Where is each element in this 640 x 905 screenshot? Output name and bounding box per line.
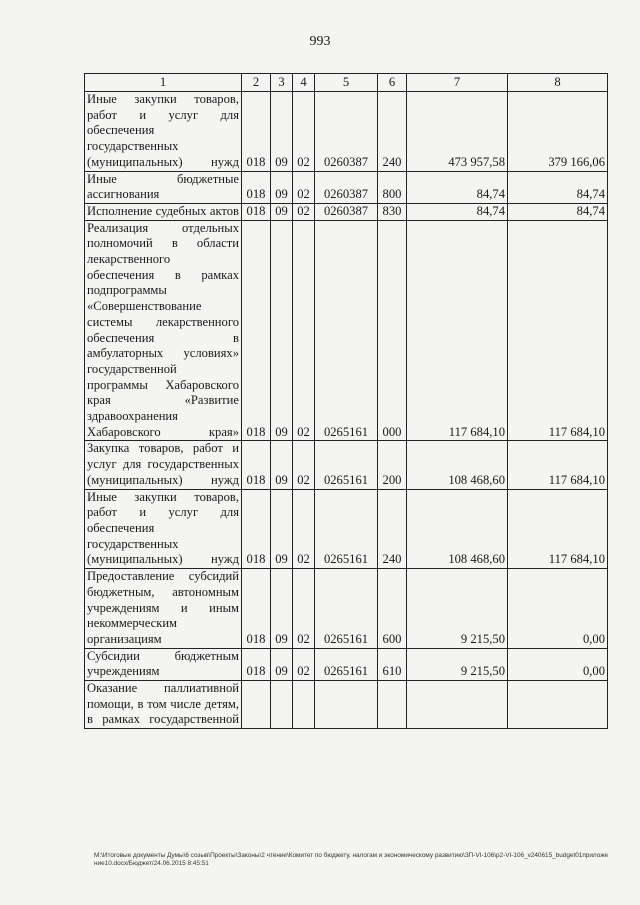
- cell-target: 0260387: [315, 171, 378, 203]
- column-header: 4: [293, 74, 315, 92]
- table-header-row: [85, 74, 608, 92]
- cell-type: 610: [378, 648, 407, 680]
- cell-section: 09: [271, 648, 293, 680]
- cell-type: 830: [378, 203, 407, 220]
- cell-amount-2: 0,00: [508, 569, 608, 649]
- cell-subsection: 02: [293, 220, 315, 441]
- cell-subsection: 02: [293, 171, 315, 203]
- cell-code: 018: [242, 441, 271, 489]
- cell-code: 018: [242, 203, 271, 220]
- cell-type: 240: [378, 92, 407, 172]
- cell-amount-1: 108 468,60: [407, 441, 508, 489]
- cell-amount-2: 117 684,10: [508, 441, 608, 489]
- column-header: 5: [315, 74, 378, 92]
- cell-target: 0265161: [315, 489, 378, 569]
- cell-code: 018: [242, 92, 271, 172]
- cell-amount-1: 84,74: [407, 203, 508, 220]
- table-row: [85, 92, 608, 172]
- cell-target: 0265161: [315, 220, 378, 441]
- cell-amount-2: 117 684,10: [508, 220, 608, 441]
- cell-subsection: 02: [293, 441, 315, 489]
- cell-section: 09: [271, 171, 293, 203]
- cell-amount-2: 0,00: [508, 648, 608, 680]
- cell-amount-2: 84,74: [508, 203, 608, 220]
- cell-section: 09: [271, 203, 293, 220]
- cell-type: 600: [378, 569, 407, 649]
- cell-section: [271, 681, 293, 729]
- cell-type: 240: [378, 489, 407, 569]
- cell-code: 018: [242, 648, 271, 680]
- table-row: [85, 648, 608, 680]
- column-header: 2: [242, 74, 271, 92]
- table-row: [85, 203, 608, 220]
- cell-amount-1: 473 957,58: [407, 92, 508, 172]
- table-row: [85, 681, 608, 729]
- row-name: Оказание паллиативной помощи, в том числе детям, в рамках государственной: [85, 681, 242, 729]
- cell-section: 09: [271, 92, 293, 172]
- column-header: 7: [407, 74, 508, 92]
- cell-amount-1: 108 468,60: [407, 489, 508, 569]
- table-row: [85, 489, 608, 569]
- cell-subsection: 02: [293, 648, 315, 680]
- table-row: [85, 171, 608, 203]
- cell-amount-1: [407, 681, 508, 729]
- cell-type: [378, 681, 407, 729]
- cell-amount-2: 117 684,10: [508, 489, 608, 569]
- table-row: [85, 220, 608, 441]
- cell-amount-1: 84,74: [407, 171, 508, 203]
- cell-code: 018: [242, 489, 271, 569]
- cell-code: 018: [242, 171, 271, 203]
- cell-target: [315, 681, 378, 729]
- cell-type: 200: [378, 441, 407, 489]
- row-name: Исполнение судебных актов: [85, 203, 242, 220]
- cell-code: [242, 681, 271, 729]
- cell-type: 000: [378, 220, 407, 441]
- row-name: Иные закупки товаров, работ и услуг для обеспечения государственных (муниципальных) нужд: [85, 489, 242, 569]
- cell-subsection: [293, 681, 315, 729]
- cell-amount-2: [508, 681, 608, 729]
- cell-subsection: 02: [293, 569, 315, 649]
- cell-amount-2: 84,74: [508, 171, 608, 203]
- cell-section: 09: [271, 441, 293, 489]
- column-header: 3: [271, 74, 293, 92]
- budget-table: [84, 73, 608, 729]
- row-name: Иные бюджетные ассигнования: [85, 171, 242, 203]
- cell-amount-2: 379 166,06: [508, 92, 608, 172]
- document-path-footer: M:\Итоговые документы Думы\6 созыв\Проекты\Законы\2 чтение\Комитет по бюджету, налогам и экономическому развитию\ЗП-VI-106\р2-VI-106_v240615_budget01приложение10.docx/Бюджет/24.06.2015 8:45:51: [94, 852, 609, 867]
- cell-subsection: 02: [293, 489, 315, 569]
- cell-section: 09: [271, 569, 293, 649]
- page-number: 993: [309, 34, 331, 49]
- row-name: Закупка товаров, работ и услуг для государственных (муниципальных) нужд: [85, 441, 242, 489]
- table-row: [85, 569, 608, 649]
- row-name: Субсидии бюджетным учреждениям: [85, 648, 242, 680]
- column-header: 6: [378, 74, 407, 92]
- cell-subsection: 02: [293, 92, 315, 172]
- table-row: [85, 441, 608, 489]
- cell-code: 018: [242, 569, 271, 649]
- row-name: Реализация отдельных полномочий в области лекарственного обеспечения в рамках подпрограммы «Совершенствование системы лекарственного обеспечения в амбулаторных условиях» государственной программы Хабаровского края «Развитие здравоохранения Хабаровского края»: [85, 220, 242, 441]
- cell-target: 0265161: [315, 441, 378, 489]
- cell-amount-1: 9 215,50: [407, 648, 508, 680]
- cell-target: 0260387: [315, 203, 378, 220]
- column-header: 8: [508, 74, 608, 92]
- cell-amount-1: 9 215,50: [407, 569, 508, 649]
- column-header: 1: [85, 74, 242, 92]
- cell-section: 09: [271, 220, 293, 441]
- cell-target: 0260387: [315, 92, 378, 172]
- cell-type: 800: [378, 171, 407, 203]
- cell-amount-1: 117 684,10: [407, 220, 508, 441]
- cell-target: 0265161: [315, 569, 378, 649]
- cell-section: 09: [271, 489, 293, 569]
- row-name: Иные закупки товаров, работ и услуг для обеспечения государственных (муниципальных) нужд: [85, 92, 242, 172]
- cell-target: 0265161: [315, 648, 378, 680]
- row-name: Предоставление субсидий бюджетным, автономным учреждениям и иным некоммерческим организациям: [85, 569, 242, 649]
- cell-subsection: 02: [293, 203, 315, 220]
- cell-code: 018: [242, 220, 271, 441]
